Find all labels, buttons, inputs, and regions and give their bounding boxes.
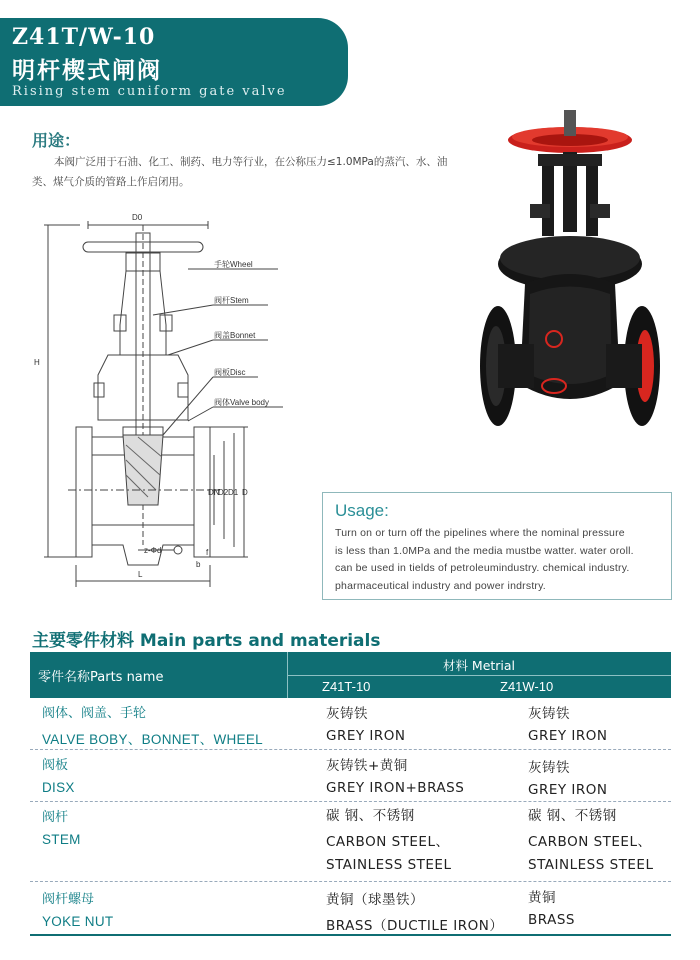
product-title-cn: 明杆楔式闸阀 — [12, 58, 162, 84]
usage-line: can be used in tields of petroleumindustry. chemical industry. — [335, 562, 630, 574]
material-z41w: GREY IRON — [528, 782, 608, 798]
material-z41w: BRASS — [528, 912, 575, 928]
table-bottom-rule — [30, 934, 671, 936]
part-name-cn: 阀体、阀盖、手轮 — [42, 706, 147, 721]
material-z41w: 灰铸铁 — [528, 706, 570, 722]
material-z41w: STAINLESS STEEL — [528, 857, 654, 873]
table-header — [30, 652, 671, 698]
usage-text-en — [335, 525, 665, 595]
part-name-en: STEM — [42, 832, 81, 847]
callout-wheel: 手轮Wheel — [214, 260, 253, 269]
header-parts-name: 零件名称Parts name — [38, 670, 164, 685]
callout-valve-body: 阀体Valve body — [214, 398, 269, 407]
callout-disc: 阀板Disc — [214, 368, 246, 377]
dim-d: D — [242, 488, 248, 497]
header-banner — [0, 18, 348, 106]
material-z41w: 黄铜 — [528, 890, 556, 906]
parts-section-title: 主要零件材料 Main parts and materials — [32, 631, 381, 651]
material-z41t: GREY IRON — [326, 728, 406, 744]
header-divider — [287, 675, 671, 676]
parts-table — [30, 652, 671, 936]
model-number: Z41T/W-10 — [12, 24, 156, 50]
material-z41t: 灰铸铁 — [326, 706, 368, 722]
header-col-z41t: Z41T-10 — [322, 679, 371, 694]
dim-l: L — [138, 570, 143, 579]
part-name-cn: 阀杆 — [42, 810, 69, 825]
part-name-cn: 阀杆螺母 — [42, 892, 95, 907]
usage-label-cn: 用途： — [32, 131, 81, 150]
material-z41t: 黄铜（球墨铁） — [326, 892, 424, 908]
material-z41t: 灰铸铁+黄铜 — [326, 758, 408, 774]
dim-dn: DN — [208, 488, 220, 497]
material-z41w: CARBON STEEL、 — [528, 834, 652, 850]
material-z41t: STAINLESS STEEL — [326, 857, 452, 873]
usage-title-en: Usage: — [335, 501, 389, 520]
material-z41w: 碳 钢、不锈钢 — [528, 808, 617, 824]
table-row — [30, 750, 671, 802]
usage-box-en — [322, 492, 672, 600]
valve-photo — [470, 104, 670, 464]
part-name-cn: 阀板 — [42, 758, 69, 773]
dim-b: b — [196, 560, 201, 569]
material-z41t: BRASS（DUCTILE IRON） — [326, 918, 504, 934]
dim-zphid: z-Φd — [144, 546, 162, 555]
table-row — [30, 882, 671, 934]
callout-bonnet: 阀盖Bonnet — [214, 331, 256, 340]
usage-line: Turn on or turn off the pipelines where the nominal pressure — [335, 527, 625, 539]
product-title-en: Rising stem cuniform gate valve — [12, 84, 287, 99]
disc-shape — [123, 435, 163, 505]
table-row — [30, 802, 671, 882]
material-z41t: CARBON STEEL、 — [326, 834, 450, 850]
part-name-en: DISX — [42, 780, 75, 795]
usage-line: pharmaceutical industry and power indrstry. — [335, 579, 546, 592]
dim-f: f — [206, 548, 209, 557]
part-name-en: YOKE NUT — [42, 914, 114, 929]
material-z41w: GREY IRON — [528, 728, 608, 744]
technical-drawing — [28, 205, 318, 595]
dim-d2: D2 — [218, 488, 229, 497]
table-row — [30, 698, 671, 750]
dim-d1: D1 — [228, 488, 239, 497]
dim-h: H — [34, 358, 40, 367]
usage-text-cn: 本阀广泛用于石油、化工、制药、电力等行业，在公称压力≤1.0MPa的蒸汽、水、油类、煤气介质的管路上作启闭用。 — [32, 156, 448, 188]
callout-stem: 阀杆Stem — [214, 296, 249, 305]
part-name-en: VALVE BOBY、BONNET、WHEEL — [42, 732, 263, 747]
usage-line: is less than 1.0MPa and the media mustbe watter. water oroll. — [335, 544, 634, 557]
header-material: 材料 Metrial — [442, 658, 516, 673]
dim-d0: D0 — [132, 213, 143, 222]
material-z41t: GREY IRON+BRASS — [326, 780, 465, 796]
material-z41t: 碳 钢、不锈钢 — [326, 808, 415, 824]
header-col-z41w: Z41W-10 — [500, 679, 554, 694]
material-z41w: 灰铸铁 — [528, 760, 570, 776]
